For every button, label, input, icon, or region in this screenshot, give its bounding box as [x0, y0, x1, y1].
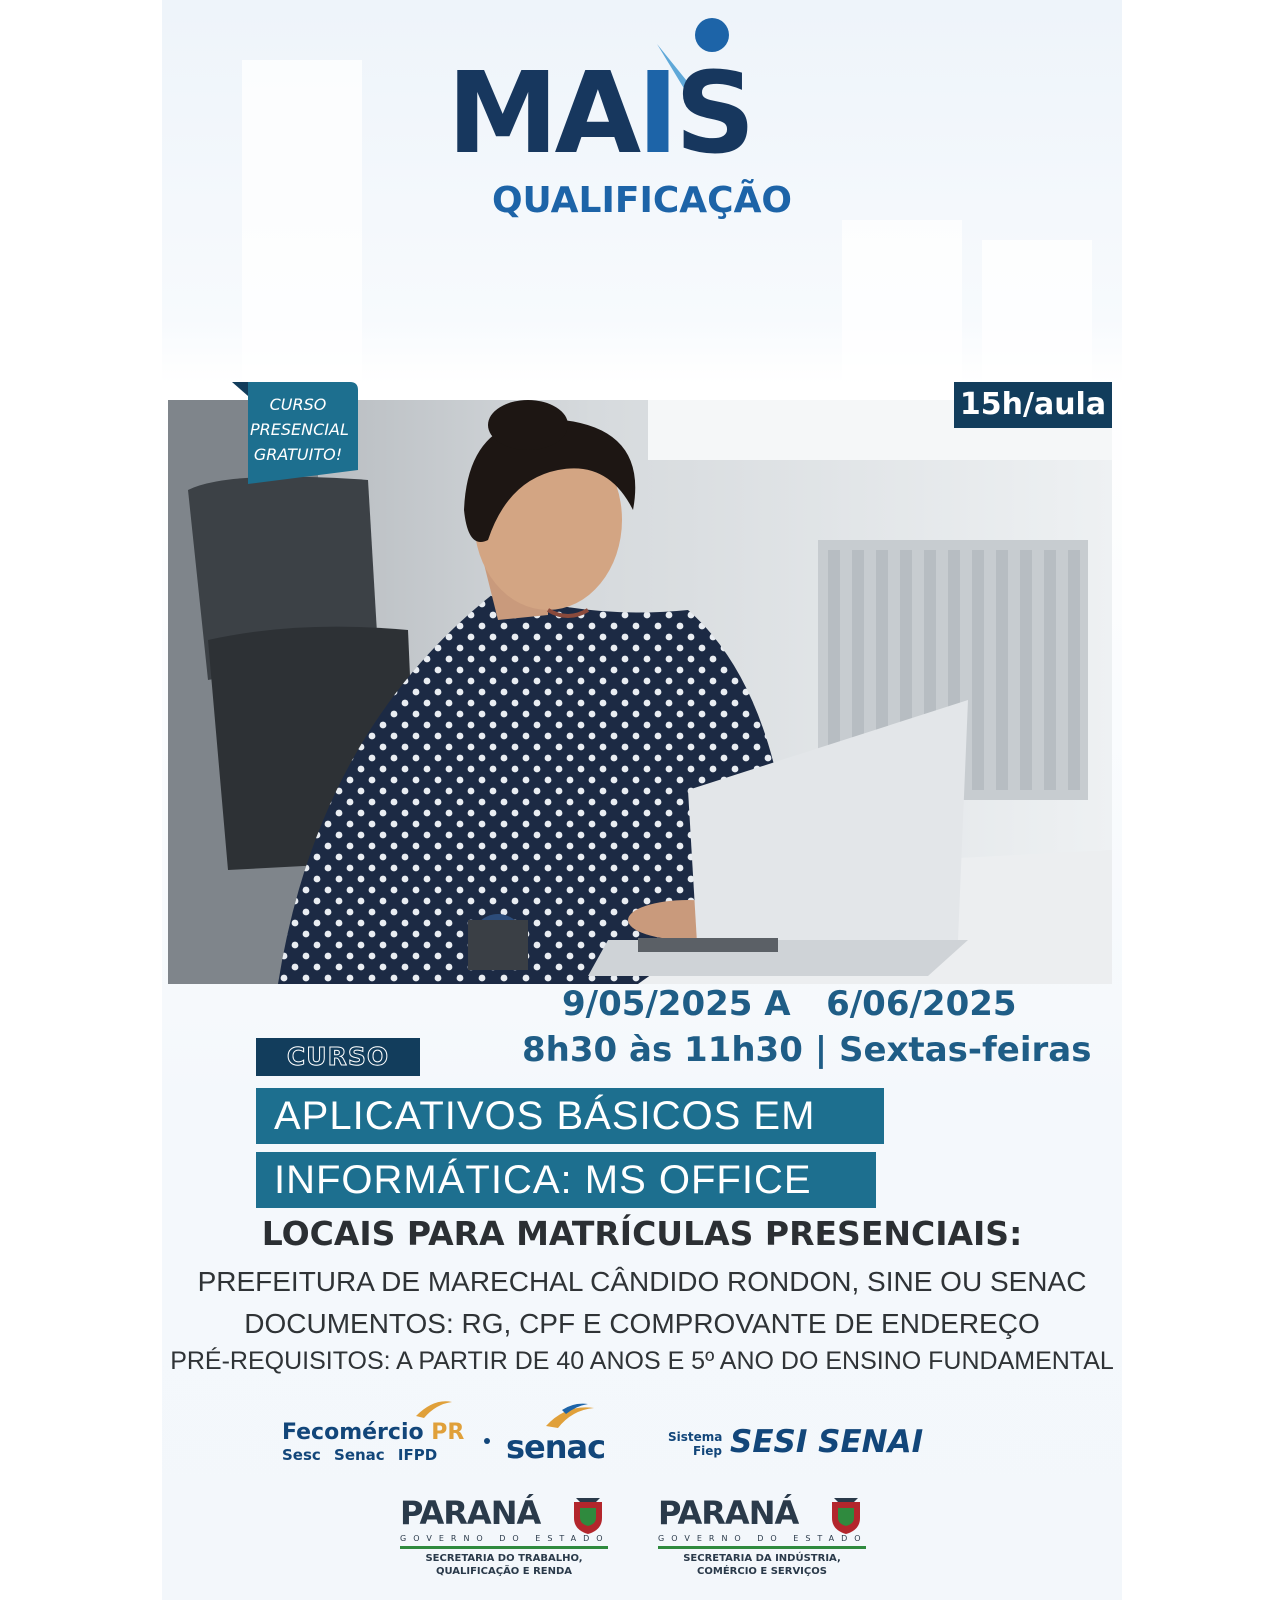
date-range: 9/05/2025 A 6/06/2025	[562, 984, 1017, 1024]
woman-at-laptop-illustration	[168, 400, 1112, 984]
fecomercio-logo	[282, 1420, 464, 1445]
free-course-text	[250, 392, 349, 467]
free-course-line1: CURSO	[269, 395, 327, 414]
parana-divider	[658, 1546, 866, 1549]
hero-photo	[168, 400, 1112, 984]
parana-crest-icon	[828, 1496, 864, 1536]
logo-word	[447, 49, 837, 179]
fecomercio-word: Fecomércio	[282, 1420, 424, 1445]
hours-badge: 15h/aula	[954, 382, 1112, 428]
prerequisites: PRÉ-REQUISITOS: A PARTIR DE 40 ANOS E 5º ANO DO ENSINO FUNDAMENTAL	[170, 1347, 1114, 1375]
senac-swoosh-icon	[544, 1400, 596, 1430]
parana-word: PARANÁ	[400, 1494, 541, 1532]
person-dot-icon	[695, 18, 729, 52]
parana-logo-left	[400, 1494, 620, 1594]
separator-dot	[484, 1438, 490, 1444]
logo-subtitle: QUALIFICAÇÃO	[491, 180, 793, 221]
logo-word-left: MA	[447, 49, 638, 179]
logo-word-i: I	[637, 49, 675, 179]
time-range: 8h30 às 11h30 | Sextas-feiras	[522, 1030, 1092, 1070]
fecomercio-subbrands: Sesc Senac IFPD	[282, 1446, 438, 1464]
parana-secretariat: SECRETARIA DO TRABALHO, QUALIFICAÇÃO E RENDA	[425, 1553, 583, 1577]
parana-divider	[400, 1546, 608, 1549]
mais-qualificacao-logo	[447, 18, 847, 238]
background-window	[982, 240, 1092, 380]
fecomercio-swoosh-icon	[414, 1398, 454, 1420]
parana-word: PARANÁ	[658, 1494, 799, 1532]
background-window	[242, 60, 362, 380]
course-title-line2: INFORMÁTICA: MS OFFICE	[256, 1152, 876, 1208]
parana-gov-label: GOVERNO DO ESTADO	[400, 1534, 610, 1543]
senac-logo: senac	[506, 1428, 606, 1466]
sesi-senai-logo: SESI SENAI	[730, 1424, 924, 1460]
free-course-line2: PRESENCIAL	[250, 420, 349, 439]
logo-word-right: S	[674, 49, 752, 179]
parana-logo-right	[658, 1494, 878, 1594]
poster	[162, 0, 1122, 1600]
parana-gov-label: GOVERNO DO ESTADO	[658, 1534, 868, 1543]
required-documents: DOCUMENTOS: RG, CPF E COMPROVANTE DE ENDEREÇO	[244, 1308, 1040, 1339]
background-window	[842, 220, 962, 380]
sistema-fiep-label: Sistema Fiep	[668, 1430, 723, 1458]
free-course-line3: GRATUITO!	[253, 445, 343, 464]
parana-crest-icon	[570, 1496, 606, 1536]
fecomercio-pr: PR	[431, 1420, 465, 1445]
course-title-line1: APLICATIVOS BÁSICOS EM	[256, 1088, 884, 1144]
course-tag: CURSO	[256, 1038, 420, 1076]
enrollment-title: LOCAIS PARA MATRÍCULAS PRESENCIAIS:	[261, 1214, 1023, 1253]
enrollment-locations: PREFEITURA DE MARECHAL CÂNDIDO RONDON, SINE OU SENAC	[197, 1266, 1087, 1297]
parana-secretariat: SECRETARIA DA INDÚSTRIA, COMÉRCIO E SERVIÇOS	[683, 1553, 841, 1577]
